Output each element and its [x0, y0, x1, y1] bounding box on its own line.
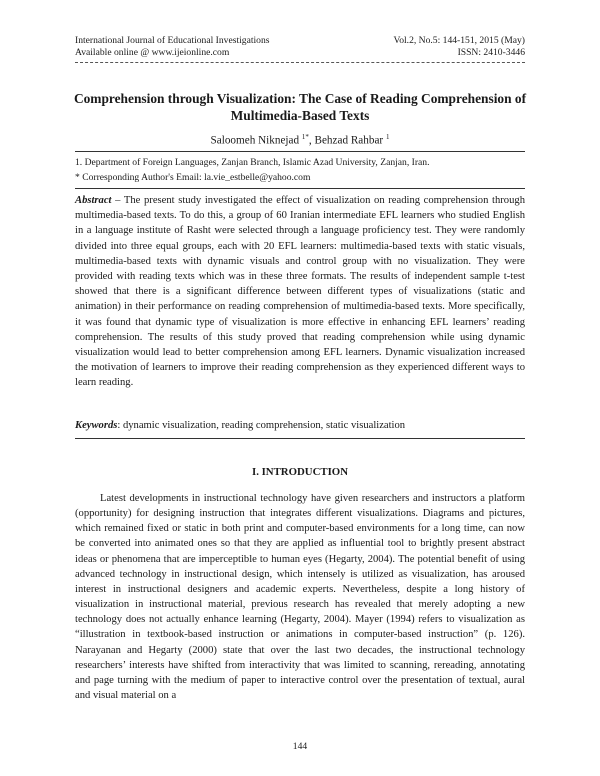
author-1-affiliation: 1* [301, 133, 309, 141]
author-line [60, 133, 540, 147]
author-1: Saloomeh Niknejad [210, 134, 300, 147]
keywords [75, 418, 525, 433]
keywords-label: Keywords [75, 420, 118, 431]
author-2-affiliation: 1 [385, 133, 390, 141]
affiliation-line: 1. Department of Foreign Languages, Zanjan Branch, Islamic Azad University, Zanjan, Iran. [75, 157, 430, 168]
volume-info: Vol.2, No.5: 144-151, 2015 (May) [393, 35, 525, 46]
abstract [75, 193, 525, 391]
paper-title: Comprehension through Visualization: The Case of Reading Comprehension of Multimedia-Based Texts [73, 91, 527, 123]
page-number: 144 [292, 741, 308, 752]
issn: ISSN: 2410-3446 [457, 46, 525, 58]
keywords-rule [75, 438, 525, 439]
journal-website: Available online @ www.ijeionline.com [75, 46, 230, 58]
journal-name: International Journal of Educational Investigations [75, 35, 270, 46]
header-right [394, 35, 525, 58]
corresponding-author: * Corresponding Author's Email: la.vie_estbelle@yahoo.com [75, 172, 311, 183]
abstract-text: – The present study investigated the effect of visualization on reading comprehension through multimedia-based texts. To do this, a group of 60 Iranian intermediate EFL learners who studied English in a language institute of Rasht were selected through a language proficiency test. They were randomly divided into three equal groups, each with 20 EFL learners: multimedia-based texts with static visuals, multimedia-based texts with dynamic visuals and control group with no visualization. They were provided with reading texts which was in these three formats. The results of independent sample t-test showed that there is a significant difference between different types of visualizations (static and animation) in their performance on reading comprehension of multimedia-based texts. More specifically, it was found that dynamic type of visualization is more effective in enhancing EFL learners’ reading comprehension. The results of this study proved that reading comprehension while using dynamic visualization would lead to better comprehension among EFL learners. Dynamic visualization increased the motivation of learners to improve their reading comprehension as they experienced different ways to learn reading. [75, 195, 525, 389]
header-dashed-rule [75, 62, 525, 63]
affiliation-block [75, 155, 525, 185]
author-separator: , [308, 134, 315, 147]
affiliation-bottom-rule [75, 188, 525, 189]
introduction-paragraph: Latest developments in instructional technology have given researchers and instructors a platform (opportunity) for designing instruction that integrates different visualizations. Diagrams and pictures, which remained fixed or static in both print and computer-based environments for a long time, can now be converted into animated ones so that they are applied as influential tool to brightly present abstract ideas or phenomena that are imperceptible to human eyes (Hegarty, 2004). The potential benefit of using advanced technology in instructional design, which intensely is utilized as visualization, has aroused interest in instructional designers and academic experts. Nevertheless, despite a long history of visualization in instructional material, previous research has revealed that merely adopting a new technology does not actually enhance learning (Hegarty, 2004). Mayer (1994) refers to visualization as “illustration in textbook-based instruction or animations in computer-based instruction” (p. 126). Narayanan and Hegarty (2000) state that over the last two decades, the instructional technology researchers’ interests have shifted from interactivity that was limited to scanning, rereading, annotating and page turning with the medium of paper to interactive control over the presentation of textual, aural and visual material on a [75, 493, 525, 702]
abstract-label: Abstract [75, 195, 112, 206]
author-2: Behzad Rahbar [314, 134, 384, 147]
keywords-text: : dynamic visualization, reading comprehension, static visualization [117, 420, 406, 431]
section-heading: I. INTRODUCTION [252, 466, 348, 478]
affiliation-top-rule [75, 151, 525, 152]
header-left [75, 35, 269, 58]
